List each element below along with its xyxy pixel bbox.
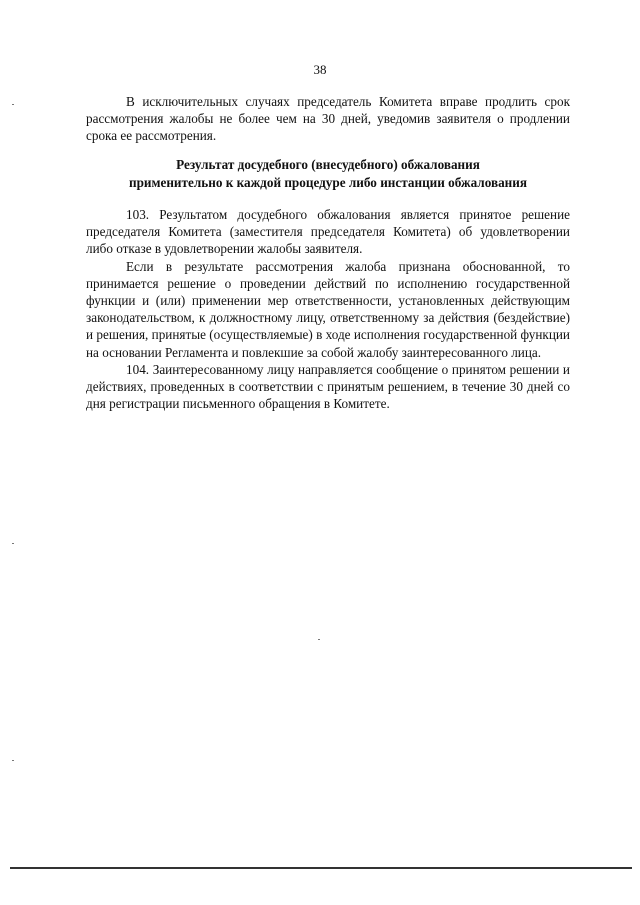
footer-rule [10, 867, 632, 869]
section-body [86, 206, 570, 412]
paragraph-103-continuation: Если в результате рассмотрения жалоба признана обоснованной, то принимается решение о проведении действий по исполнению государственной функции и (или) применении мер ответственности, установленных действующим законодательством, к должностному лицу, ответственному за действия (бездействие) и решения, принятые (осуществляемые) в ходе исполнения государственной функции на основании Регламента и повлекшие за собой жалобу заинтересованного лица. [86, 258, 570, 360]
page-number: 38 [313, 62, 327, 77]
intro-paragraph-block [86, 93, 570, 145]
scan-artifact-dot [12, 543, 14, 544]
section-heading-line-1: Результат досудебного (внесудебного) обжалования [176, 157, 480, 172]
section-heading-line-2: применительно к каждой процедуре либо инстанции обжалования [128, 174, 528, 190]
section-heading [86, 156, 570, 191]
intro-paragraph: В исключительных случаях председатель Комитета вправе продлить срок рассмотрения жалобы не более чем на 30 дней, уведомив заявителя о продлении срока ее рассмотрения. [86, 94, 570, 144]
scan-artifact-dot [12, 104, 14, 105]
scan-artifact-dot [12, 760, 14, 761]
paragraph-103: 103. Результатом досудебного обжалования является принятое решение председателя Комитета (заместителя председателя Комитета) об удовлетворении либо отказе в удовлетворении жалобы заявителя. [86, 207, 570, 257]
scan-artifact-dot [318, 639, 320, 640]
paragraph-104: 104. Заинтересованному лицу направляется сообщение о принятом решении и действиях, проведенных в соответствии с принятым решением, в течение 30 дней со дня регистрации письменного обращения в Комитете. [86, 361, 570, 412]
